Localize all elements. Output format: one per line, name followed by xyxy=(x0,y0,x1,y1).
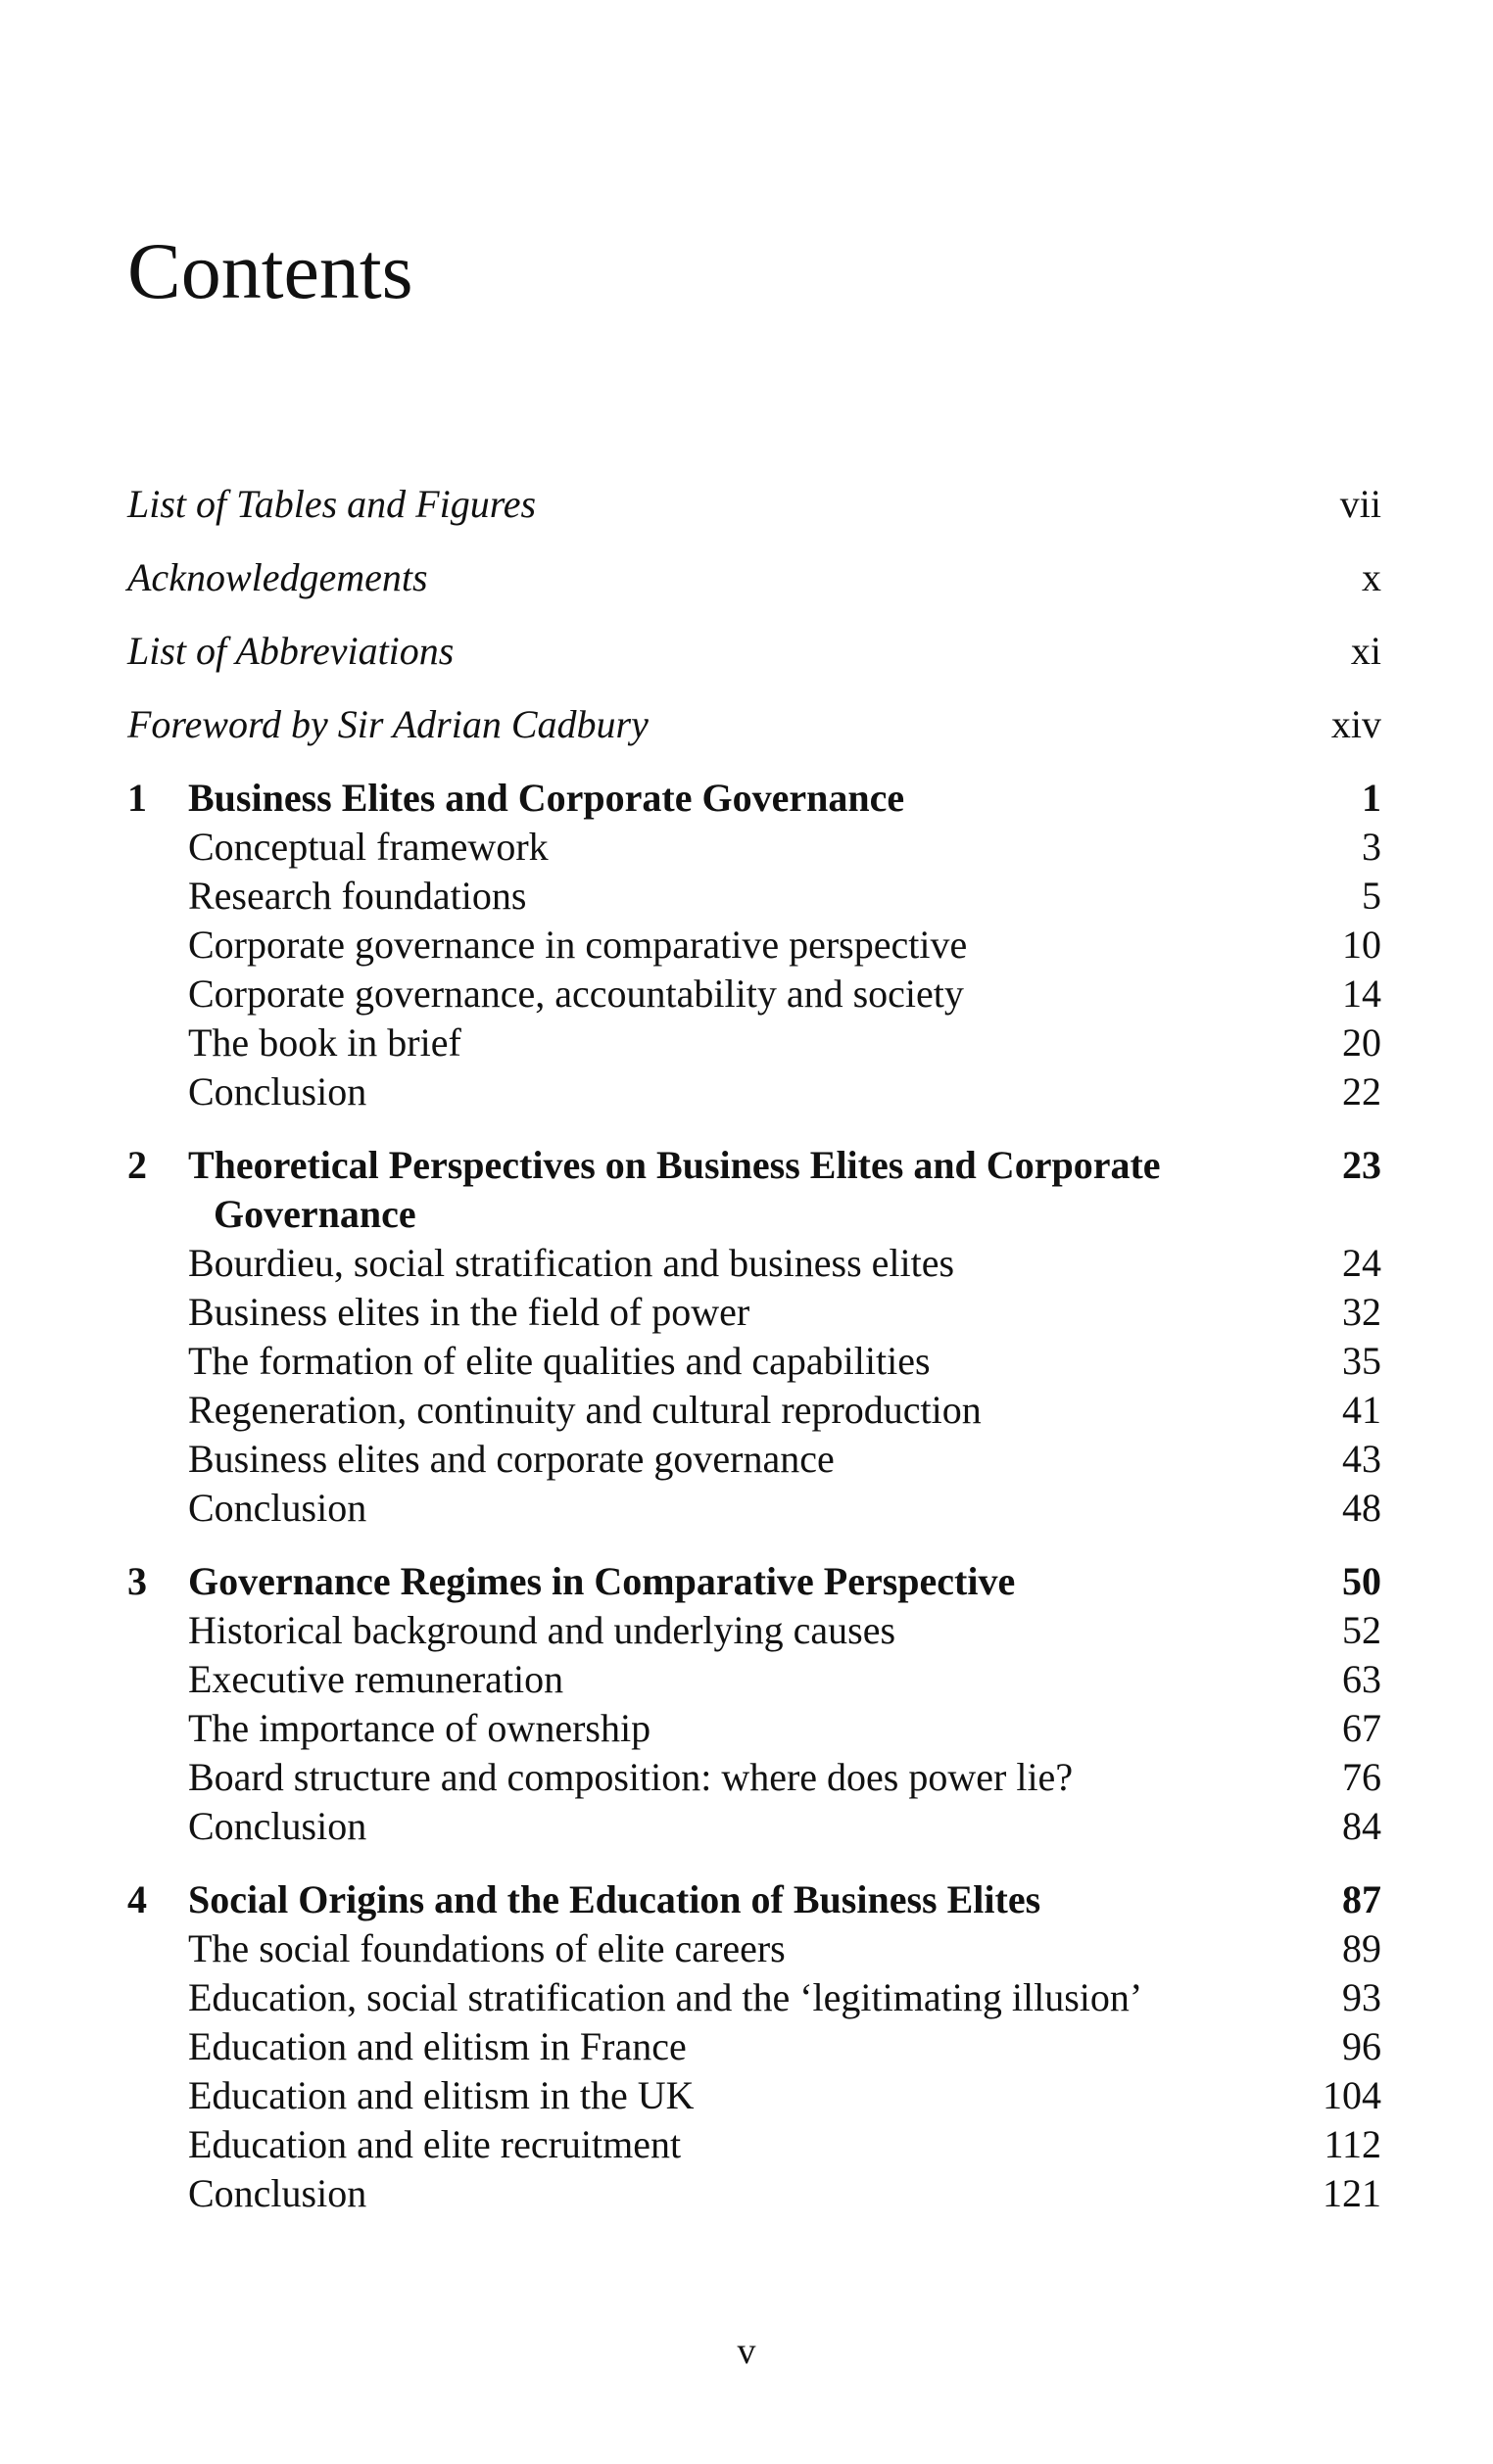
toc-section[interactable] xyxy=(127,1435,1381,1484)
section-title: Conclusion xyxy=(188,2171,367,2215)
section-title: Conclusion xyxy=(188,1069,367,1114)
section-title: Education and elitism in the UK xyxy=(188,2073,695,2117)
toc-chapter-3[interactable] xyxy=(127,1557,1381,1606)
chapter-page: 87 xyxy=(1342,1877,1381,1921)
toc-entry-list-of-tables[interactable] xyxy=(127,480,1381,529)
section-title: Corporate governance, accountability and society xyxy=(188,971,964,1016)
section-page: 112 xyxy=(1324,2122,1381,2166)
entry-page: xi xyxy=(1350,629,1381,673)
chapter-title: Governance Regimes in Comparative Perspective xyxy=(188,1559,1016,1603)
section-title: Corporate governance in comparative perspective xyxy=(188,923,968,967)
section-title: Regeneration, continuity and cultural reproduction xyxy=(188,1388,982,1432)
page-title: Contents xyxy=(127,226,413,315)
toc-section[interactable] xyxy=(127,921,1381,970)
section-title: Bourdieu, social stratification and business elites xyxy=(188,1241,955,1285)
toc-entry-foreword[interactable] xyxy=(127,700,1381,749)
section-title: Education and elite recruitment xyxy=(188,2122,682,2166)
toc-chapter-2[interactable] xyxy=(127,1141,1381,1190)
toc-section[interactable] xyxy=(127,1973,1381,2022)
entry-title: Foreword by Sir Adrian Cadbury xyxy=(127,702,649,746)
toc-entry-acknowledgements[interactable] xyxy=(127,553,1381,602)
chapter-page: 50 xyxy=(1342,1559,1381,1603)
section-title: The book in brief xyxy=(188,1020,461,1065)
section-page: 3 xyxy=(1362,825,1381,869)
entry-page: xiv xyxy=(1330,702,1381,746)
section-page: 67 xyxy=(1342,1706,1381,1750)
toc-chapter-4[interactable] xyxy=(127,1875,1381,1924)
entry-page: x xyxy=(1362,555,1381,599)
chapter-number: 1 xyxy=(127,776,147,820)
section-page: 32 xyxy=(1342,1290,1381,1334)
section-title: Education, social stratification and the ‘legitimating illusion’ xyxy=(188,1975,1143,2019)
section-page: 24 xyxy=(1342,1241,1381,1285)
entry-title: List of Tables and Figures xyxy=(127,482,537,526)
section-title: Education and elitism in France xyxy=(188,2024,687,2068)
toc-section[interactable] xyxy=(127,1288,1381,1337)
section-title: Conclusion xyxy=(188,1486,367,1530)
section-title: Board structure and composition: where does power lie? xyxy=(188,1755,1074,1799)
section-title: Conclusion xyxy=(188,1804,367,1848)
section-page: 48 xyxy=(1342,1486,1381,1530)
chapter-title: Theoretical Perspectives on Business Elites and Corporate xyxy=(188,1143,1161,1187)
section-title: The importance of ownership xyxy=(188,1706,651,1750)
toc-section[interactable] xyxy=(127,1239,1381,1288)
toc-section[interactable] xyxy=(127,1337,1381,1386)
section-page: 84 xyxy=(1342,1804,1381,1848)
toc-section[interactable] xyxy=(127,2120,1381,2169)
chapter-title: Business Elites and Corporate Governance xyxy=(188,776,905,820)
section-title: The social foundations of elite careers xyxy=(188,1926,786,1970)
chapter-number: 4 xyxy=(127,1877,147,1921)
section-page: 104 xyxy=(1323,2073,1381,2117)
toc-section[interactable] xyxy=(127,872,1381,921)
section-title: Executive remuneration xyxy=(188,1657,564,1701)
section-page: 89 xyxy=(1342,1926,1381,1970)
toc-section[interactable] xyxy=(127,2022,1381,2071)
toc-section[interactable] xyxy=(127,1655,1381,1704)
toc-section[interactable] xyxy=(127,1924,1381,1973)
chapter-page: 23 xyxy=(1342,1143,1381,1187)
section-title: Research foundations xyxy=(188,874,527,918)
section-title: Historical background and underlying causes xyxy=(188,1608,896,1652)
entry-page: vii xyxy=(1339,482,1381,526)
toc-chapter-2-continuation xyxy=(127,1190,1381,1239)
toc-entry-list-of-abbreviations[interactable] xyxy=(127,627,1381,676)
chapter-number: 2 xyxy=(127,1143,147,1187)
chapter-title: Social Origins and the Education of Business Elites xyxy=(188,1877,1041,1921)
toc-section[interactable] xyxy=(127,2071,1381,2120)
section-page: 41 xyxy=(1342,1388,1381,1432)
toc-section[interactable] xyxy=(127,970,1381,1019)
toc-chapter-1[interactable] xyxy=(127,774,1381,823)
section-title: Conceptual framework xyxy=(188,825,549,869)
toc-section[interactable] xyxy=(127,1067,1381,1116)
section-title: The formation of elite qualities and capabilities xyxy=(188,1339,931,1383)
chapter-number: 3 xyxy=(127,1559,147,1603)
toc-section[interactable] xyxy=(127,1484,1381,1533)
entry-title: List of Abbreviations xyxy=(127,629,455,673)
section-page: 43 xyxy=(1342,1437,1381,1481)
chapter-title-continuation: Governance xyxy=(214,1192,416,1236)
section-page: 14 xyxy=(1342,971,1381,1016)
toc-section[interactable] xyxy=(127,1704,1381,1753)
page-number: v xyxy=(737,2331,756,2372)
toc-section[interactable] xyxy=(127,2169,1381,2218)
entry-title: Acknowledgements xyxy=(127,555,428,599)
section-page: 63 xyxy=(1342,1657,1381,1701)
section-page: 35 xyxy=(1342,1339,1381,1383)
section-page: 121 xyxy=(1323,2171,1381,2215)
toc-section[interactable] xyxy=(127,1019,1381,1067)
section-page: 20 xyxy=(1342,1020,1381,1065)
section-page: 93 xyxy=(1342,1975,1381,2019)
toc-section[interactable] xyxy=(127,1606,1381,1655)
chapter-page: 1 xyxy=(1362,776,1381,820)
section-page: 52 xyxy=(1342,1608,1381,1652)
section-page: 76 xyxy=(1342,1755,1381,1799)
toc-section[interactable] xyxy=(127,823,1381,872)
section-page: 96 xyxy=(1342,2024,1381,2068)
toc-section[interactable] xyxy=(127,1802,1381,1851)
section-page: 22 xyxy=(1342,1069,1381,1114)
section-title: Business elites in the field of power xyxy=(188,1290,750,1334)
section-title: Business elites and corporate governance xyxy=(188,1437,835,1481)
section-page: 10 xyxy=(1342,923,1381,967)
toc-section[interactable] xyxy=(127,1386,1381,1435)
section-page: 5 xyxy=(1362,874,1381,918)
toc-section[interactable] xyxy=(127,1753,1381,1802)
